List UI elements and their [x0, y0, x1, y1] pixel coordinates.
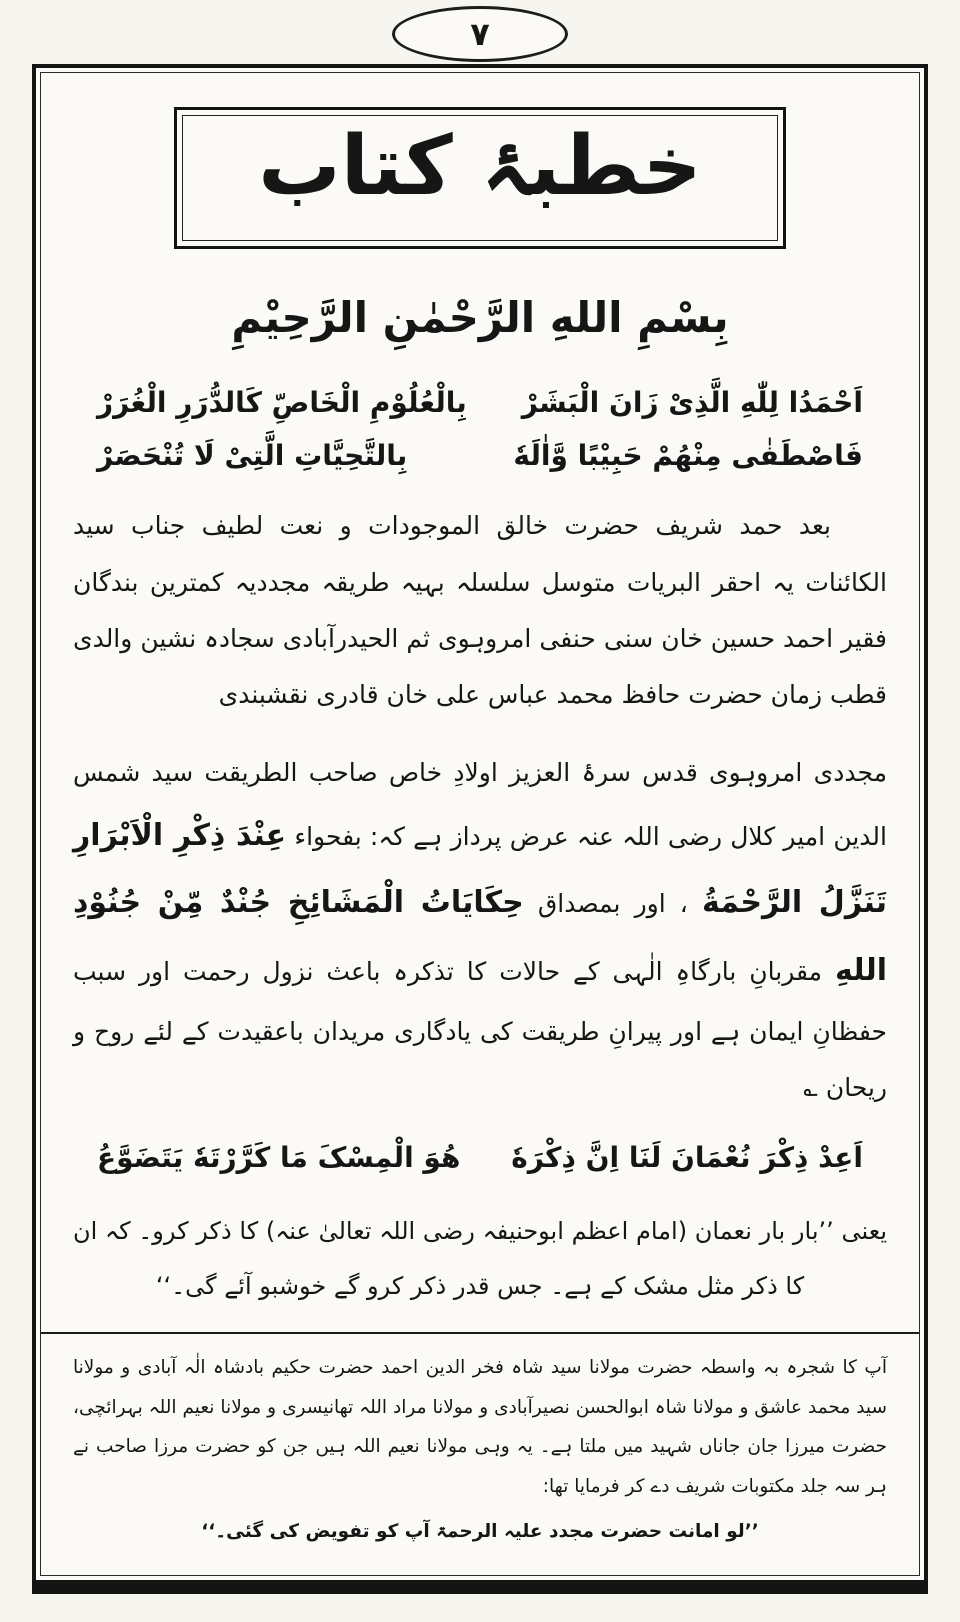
hemistich-right: اَعِدْ ذِکْرَ نُعْمَانَ لَنَا اِنَّ ذِکْرَهٗ: [511, 1140, 863, 1174]
prose-paragraph-2: [73, 745, 887, 1116]
opening-couplet-line-2: [71, 429, 889, 482]
hemistich-left: هُوَ الْمِسْکَ مَا کَرَّرْتَهٗ يَتَضَوَّعُ: [97, 1140, 461, 1174]
prose-paragraph-1: بعد حمد شریف حضرت خالق الموجودات و نعت لطیف جناب سید الکائنات یہ احقر البریات متوسل سلسلہ بہیہ طریقہ مجددیہ کمترین بندگان فقیر احمد حسین خان سنی حنفی امروہوی ثم الحیدرآبادی سجادہ نشین والدی قطب زمان حضرت حافظ محمد عباس علی خان قادری نقشبندی: [73, 511, 887, 710]
page-title: خطبۂ کتاب: [258, 119, 702, 214]
hemistich-right: فَاصْطَفٰی مِنْهُمْ حَبِيْبًا وَّاٰلَهٗ: [513, 439, 863, 473]
footnote-text: آپ کا شجرہ بہ واسطہ حضرت مولانا سید شاہ فخر الدین احمد حضرت حکیم بادشاہ الٰہ آبادی و مولانا سید محمد عاشق و مولانا شاہ ابوالحسن نصیرآبادی و مولانا مراد اللہ تھانیسری و مولانا نعیم اللہ بہرائچی، حضرت میرزا جان جاناں شہید میں ملتا ہے۔ یہ وہی مولانا نعیم اللہ ہیں جن کو حضرت مرزا صاحب نے ہر سہ جلد مکتوبات شریف دے کر فرمایا تھا:: [73, 1356, 887, 1498]
arabic-quotation: عِنْدَ ذِکْرِ الْاَبْرَارِ تَنَزَّلُ الرَّحْمَةُ: [73, 817, 887, 921]
hemistich-right: اَحْمَدُا لِلّٰهِ الَّذِیْ زَانَ الْبَشَرْ: [521, 386, 863, 420]
page-number-badge: [392, 6, 568, 62]
hemistich-left: بِالْعُلُوْمِ الْخَاصِّ کَالدُّرَرِ الْغُرَرْ: [97, 386, 467, 420]
footnote-quote: ’’لو امانت حضرت مجدد علیہ الرحمۃ آپ کو تفویض کی گئی۔‘‘: [201, 1520, 759, 1542]
page-frame-inner: [40, 72, 920, 1576]
page-number-text: ۷: [470, 15, 490, 53]
bismillah-text: بِسْمِ اللهِ الرَّحْمٰنِ الرَّحِيْمِ: [231, 293, 729, 343]
title-box: [174, 107, 786, 249]
prose-segment: مقربانِ بارگاہِ الٰہی کے حالات کا تذکرہ باعث نزول رحمت اور سبب حفظانِ ایمان ہے اور پیرانِ طریقت کی یادگاری مریدان باعقیدت کے لئے روح و ریحان ؎: [73, 956, 887, 1103]
opening-couplet-line-1: [71, 376, 889, 429]
scanned-book-page: [0, 6, 960, 1622]
title-box-inner: [182, 115, 778, 241]
arabic-quotation: حِکَایَاتُ الْمَشَائِخِ جُنْدٌ مِّنْ جُنُوْدِ اللهِ: [73, 885, 887, 988]
hemistich-left: بِالتَّحِيَّاتِ الَّتِیْ لَا تُنْحَصَرْ: [97, 439, 408, 473]
footnote-divider: [41, 1332, 919, 1334]
translation-paragraph: یعنی ’’بار بار نعمان (امام اعظم ابوحنیفہ رضی اللہ تعالیٰ عنہ) کا ذکر کرو۔ کہ ان کا ذکر مثل مشک کے ہے۔ جس قدر ذکر کرو گے خوشبو آئے گی۔‘‘: [73, 1216, 887, 1300]
prose-segment: مجددی امروہوی قدس سرۂ العزیز اولادِ خاص صاحب الطریقت سید شمس الدین امیر کلال رضی اللہ عنہ عرض پرداز ہے کہ: بفحواء: [73, 758, 887, 851]
prose-segment: ، اور بمصداق: [523, 889, 703, 919]
page-frame: [32, 64, 928, 1594]
naat-couplet: [71, 1131, 889, 1184]
